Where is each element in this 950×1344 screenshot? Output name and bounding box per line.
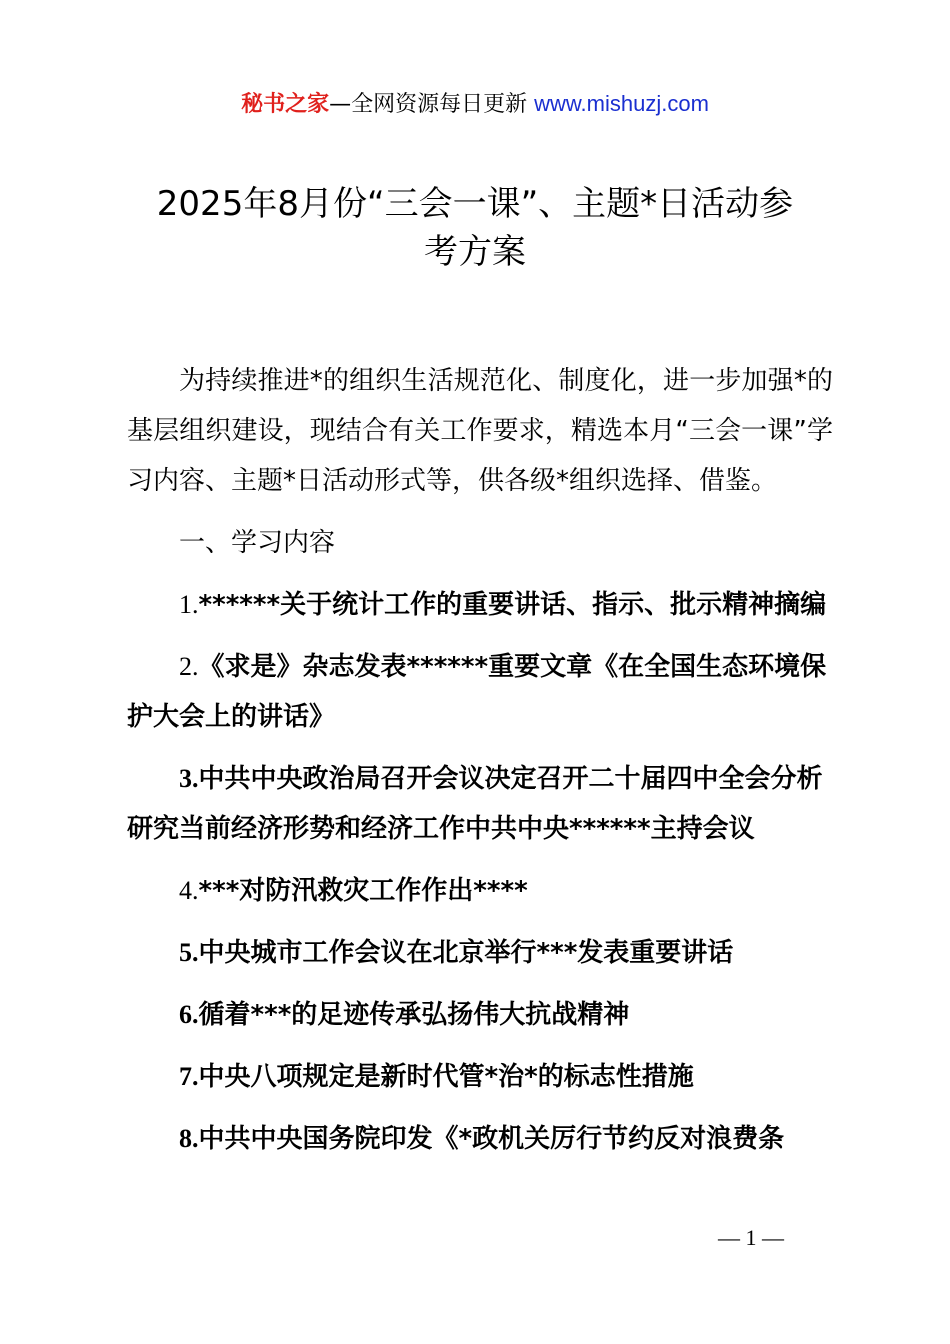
item-text: 《求是》杂志发表******重要文章《在全国生态环境保护大会上的讲话》 — [127, 652, 827, 732]
item-text: 中央城市工作会议在北京举行***发表重要讲话 — [198, 938, 734, 968]
list-item — [127, 642, 833, 742]
item-number: 5. — [179, 938, 199, 967]
site-header — [0, 88, 950, 121]
item-text: 循着***的足迹传承弘扬伟大抗战精神 — [198, 1000, 630, 1030]
header-slogan: —全网资源每日更新 — [329, 92, 535, 117]
list-item — [127, 990, 833, 1040]
list-item — [127, 754, 833, 854]
item-text: 中央八项规定是新时代管*治*的标志性措施 — [198, 1062, 694, 1092]
item-number: 4. — [179, 876, 199, 905]
item-number: 3. — [179, 764, 199, 793]
list-item — [127, 1114, 833, 1164]
list-item — [127, 866, 833, 916]
list-item — [127, 928, 833, 978]
document-body — [127, 356, 833, 1164]
item-text: ******关于统计工作的重要讲话、指示、批示精神摘编 — [198, 590, 827, 620]
item-text: ***对防汛救灾工作作出**** — [198, 876, 528, 906]
title-line-2: 考方案 — [424, 232, 526, 272]
item-number: 7. — [179, 1062, 199, 1091]
list-item — [127, 580, 833, 630]
brand-name: 秘书之家 — [241, 92, 330, 117]
item-text: 中共中央国务院印发《*政机关厉行节约反对浪费条 — [198, 1124, 785, 1154]
item-number: 6. — [179, 1000, 199, 1029]
title-line-1: 2025年8月份“三会一课”、主题*日活动参 — [156, 184, 794, 224]
document-title — [110, 180, 840, 276]
site-url-link[interactable]: www.mishuzj.com — [534, 91, 709, 116]
item-number: 1. — [179, 590, 199, 619]
section-heading-study-content: 一、学习内容 — [179, 528, 336, 558]
list-item — [127, 1052, 833, 1102]
item-number: 2. — [179, 652, 199, 681]
item-number: 8. — [179, 1124, 199, 1153]
intro-paragraph: 为持续推进*的组织生活规范化、制度化，进一步加强*的基层组织建设，现结合有关工作要求，精选本月“三会一课”学习内容、主题*日活动形式等，供各级*组织选择、借鉴。 — [127, 366, 833, 496]
item-text: 中共中央政治局召开会议决定召开二十届四中全会分析研究当前经济形势和经济工作中共中央******主持会议 — [127, 764, 823, 844]
page-number: — 1 — — [718, 1225, 784, 1250]
